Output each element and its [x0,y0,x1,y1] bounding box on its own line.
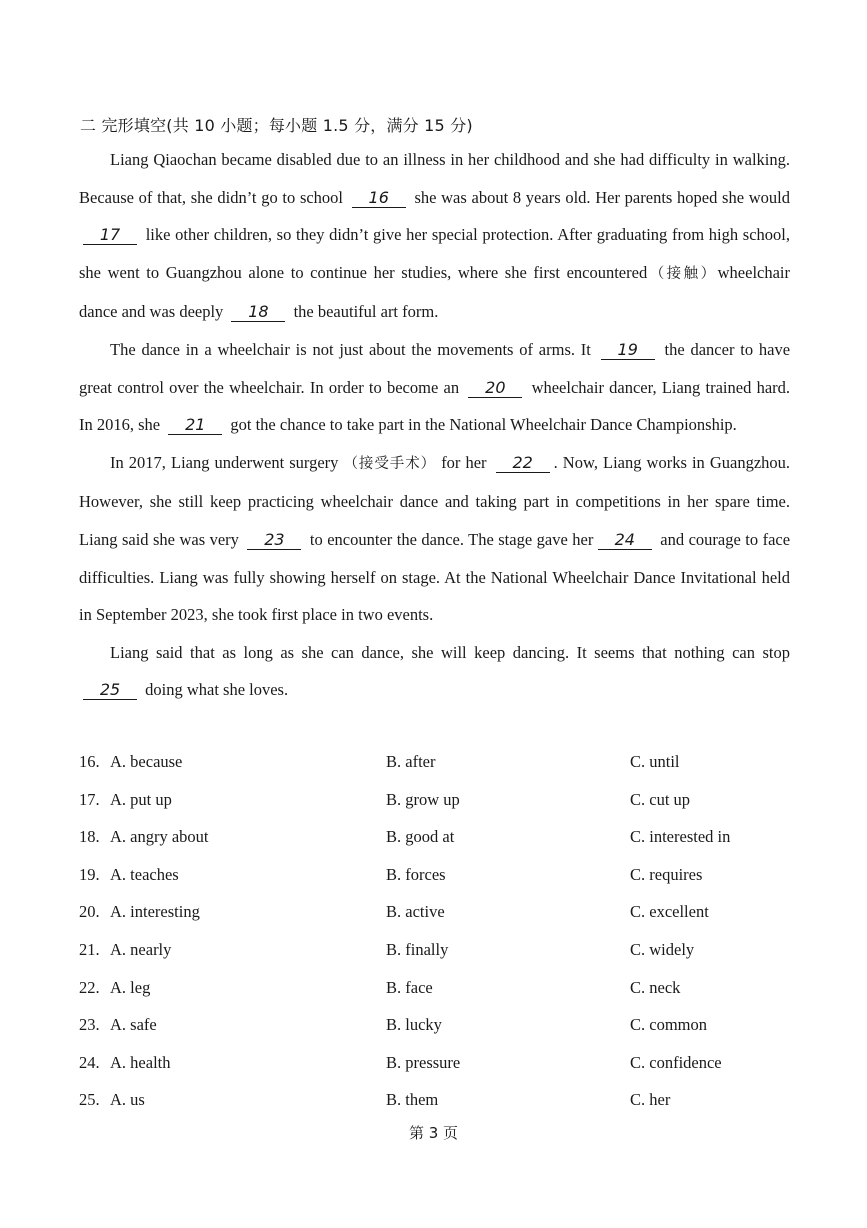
option-a: A. leg [110,977,151,997]
option-a: A. teaches [110,864,179,884]
passage-text: wheelchair dance and was deeply [79,262,790,322]
question-number: 23. [79,1015,100,1035]
option-b: B. lucky [386,1015,442,1035]
option-row [79,1044,790,1082]
question-number: 24. [79,1052,100,1072]
option-c: C. requires [630,864,703,884]
page-number: 第 3 页 [408,1124,459,1142]
passage-text: . Now, Liang works in Guangzhou. However, she still keep practicing wheelchair dance and taking part in competitions in her spare time. Liang said she was very [79,452,791,549]
option-c: C. her [630,1090,671,1110]
option-row [79,931,790,969]
option-c: C. until [630,752,680,771]
option-a: A. nearly [110,939,172,959]
question-number: 20. [79,902,100,922]
blank-21: 21 [168,416,222,435]
option-a: A. put up [110,789,172,809]
option-row [79,781,790,819]
passage-text: and courage to face difficulties. Liang was fully showing herself on stage. At the National Wheelchair Dance Invitational held in September 2023, she took first place in two events. [79,529,791,625]
option-a: A. us [110,1090,145,1110]
blank-19: 19 [601,341,655,360]
passage-text: Liang said that as long as she can dance, she will keep dancing. It seems that nothing can stop [110,642,790,662]
blank-17: 17 [83,226,137,245]
option-row [79,893,790,931]
option-b: B. forces [386,864,446,884]
option-b: B. good at [386,827,455,847]
option-c: C. neck [630,977,681,997]
chinese-gloss: （接触） [647,265,718,282]
option-a: A. interesting [110,902,200,922]
blank-22: 22 [496,454,550,473]
question-number: 16. [79,752,100,771]
option-a: A. safe [110,1015,157,1035]
question-number: 22. [79,977,100,997]
passage-text: doing what she loves. [145,680,289,700]
question-number: 21. [79,939,100,959]
question-number: 25. [79,1090,100,1110]
option-b: B. face [386,977,433,997]
passage-text: for her [441,452,487,472]
passage-text: In 2017, Liang underwent surgery [110,452,339,472]
option-row [79,1006,790,1044]
option-b: B. pressure [386,1052,461,1072]
blank-18: 18 [231,303,285,322]
chinese-gloss: （接受手术） [343,455,437,472]
option-row [79,818,790,856]
question-number: 17. [79,789,100,809]
option-c: C. confidence [630,1052,722,1072]
cloze-passage [79,141,790,709]
blank-16: 16 [352,189,406,208]
paragraph-1 [79,141,790,331]
blank-20: 20 [468,379,522,398]
blank-23: 23 [247,531,301,550]
paragraph-4 [79,634,790,709]
section-title: 二 完形填空(共 10 小题；每小题 1.5 分，满分 15 分) [80,116,473,135]
option-b: B. grow up [386,789,460,809]
passage-text: like other children, so they didn’t give her special protection. After graduating from high school, she went to Guangzhou alone to continue her studies, where she first encountered [79,225,791,282]
passage-text: got the chance to take part in the National Wheelchair Dance Championship. [230,415,737,435]
question-number: 18. [79,827,100,847]
question-number: 19. [79,864,100,884]
paragraph-3 [79,444,790,634]
option-c: C. common [630,1015,707,1035]
option-a: A. because [110,752,183,771]
option-row [79,856,790,894]
option-c: C. excellent [630,902,709,922]
passage-text: to encounter the dance. The stage gave her [309,529,594,549]
option-b: B. active [386,902,445,922]
blank-24: 24 [598,531,652,550]
option-c: C. cut up [630,789,691,809]
option-b: B. finally [386,939,449,959]
passage-text: The dance in a wheelchair is not just about the movements of arms. It [110,339,591,359]
paragraph-2 [79,331,790,444]
passage-text: wheelchair dancer, Liang trained hard. In 2016, she [79,377,791,435]
option-row [79,743,790,781]
option-c: C. interested in [630,827,731,847]
option-row [79,969,790,1007]
answer-options [79,743,790,1119]
passage-text: the beautiful art form. [293,302,439,322]
passage-text: Liang Qiaochan became disabled due to an illness in her childhood and she had difficulty in walking. Because of that, she didn’t go to school [79,150,790,207]
option-c: C. widely [630,939,695,959]
option-a: A. angry about [110,827,209,847]
option-b: B. them [386,1090,439,1110]
option-a: A. health [110,1052,171,1072]
passage-text: the dancer to have great control over the wheelchair. In order to become an [79,339,791,397]
blank-25: 25 [83,681,137,700]
option-row [79,1081,790,1119]
passage-text: she was about 8 years old. Her parents hoped she would [414,187,790,207]
option-b: B. after [386,752,436,771]
